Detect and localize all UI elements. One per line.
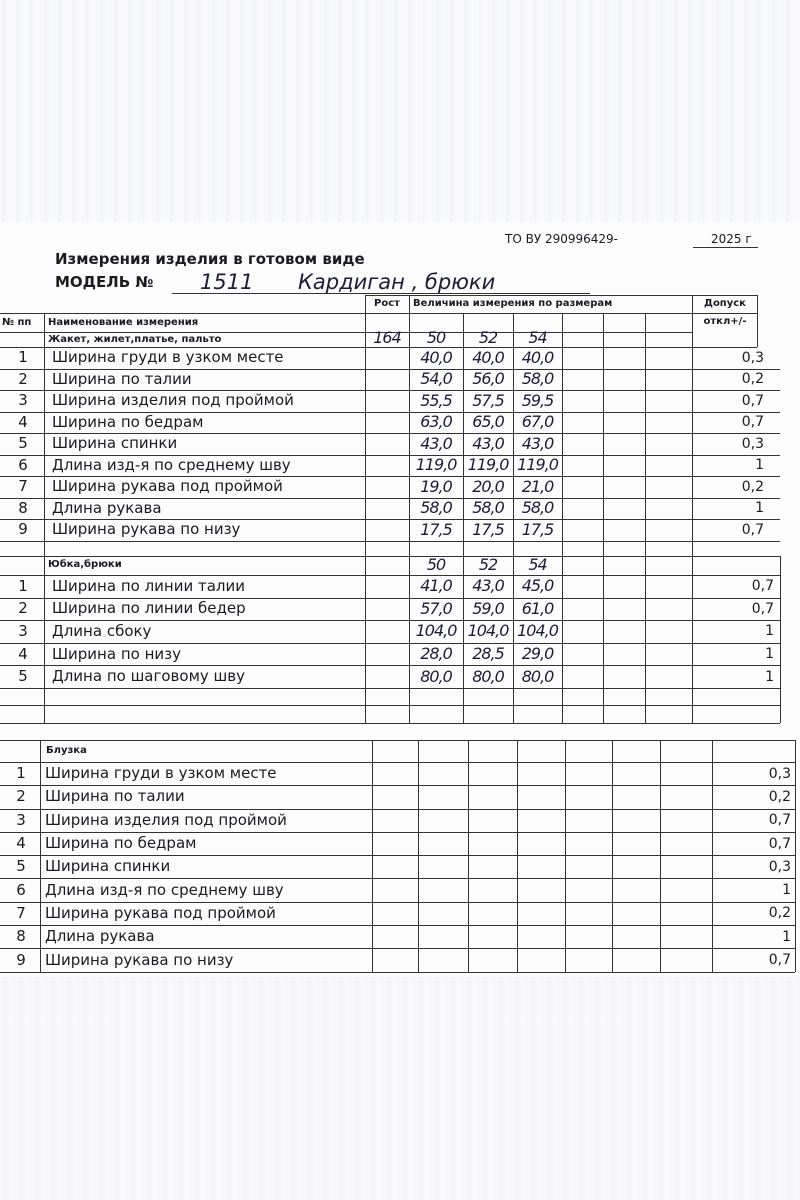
measurement-value: 43,0 — [472, 576, 504, 596]
row-number: 3 — [18, 621, 28, 640]
tolerance-value: 0,7 — [751, 578, 774, 595]
row-number: 4 — [18, 412, 28, 431]
table-line — [795, 740, 796, 972]
measurement-value: 59,5 — [521, 390, 554, 410]
row-number: 7 — [16, 903, 26, 922]
tolerance-value: 0,3 — [741, 349, 764, 366]
tolerance-value: 1 — [765, 646, 774, 663]
table-line — [365, 295, 366, 723]
row-number: 2 — [18, 599, 28, 618]
table-line — [692, 295, 693, 723]
measurement-name: Ширина рукава по низу — [45, 950, 234, 969]
tolerance-value: 0,2 — [741, 478, 764, 495]
measurement-value: 104,0 — [467, 621, 509, 641]
row-number: 1 — [18, 576, 28, 595]
table-line — [0, 972, 795, 973]
row-number: 3 — [18, 391, 28, 410]
table-line — [40, 740, 41, 972]
table-line — [780, 556, 781, 723]
row-number: 5 — [16, 857, 26, 876]
measurement-value: 17,5 — [521, 519, 554, 539]
table-line — [660, 740, 661, 972]
row-number: 6 — [16, 880, 26, 899]
measurement-name: Ширина груди в узком месте — [45, 764, 277, 783]
table-line — [0, 705, 780, 706]
measurement-name: Ширина по линии талии — [52, 576, 246, 595]
column-header-sizes: Величина измерения по размерам — [413, 298, 613, 309]
row-number: 7 — [18, 477, 28, 496]
measurement-name: Ширина по бедрам — [52, 412, 204, 431]
measurement-value: 54,0 — [420, 369, 452, 389]
measurement-name: Длина рукава — [45, 927, 155, 946]
tolerance-value: 0,7 — [741, 392, 764, 409]
tolerance-value: 1 — [755, 500, 764, 517]
measurement-name: Ширина по талии — [45, 787, 185, 806]
tolerance-value: 1 — [782, 882, 791, 899]
row-number: 9 — [18, 520, 28, 539]
tolerance-value: 0,7 — [741, 521, 764, 538]
table-line — [562, 313, 563, 723]
table-line — [645, 313, 646, 723]
measurement-value: 17,5 — [420, 519, 452, 539]
row-number: 1 — [18, 348, 28, 367]
measurement-value: 59,0 — [472, 598, 504, 618]
size-header: 54 — [528, 555, 547, 574]
section-title-jacket: Жакет, жилет,платье, пальто — [48, 334, 222, 345]
tolerance-value: 0,7 — [768, 835, 791, 852]
measurement-name: Длина изд-я по среднему шву — [52, 455, 291, 474]
model-number: 1511 — [200, 270, 254, 294]
measurement-value: 67,0 — [521, 412, 554, 432]
tolerance-value: 1 — [782, 928, 791, 945]
photo-background-top — [0, 0, 800, 222]
measurement-value: 58,0 — [521, 498, 554, 518]
tolerance-value: 1 — [755, 457, 764, 474]
measurement-value: 65,0 — [472, 412, 504, 432]
measurement-name: Ширина по бедрам — [45, 834, 197, 853]
measurement-value: 56,0 — [472, 369, 504, 389]
measurement-name: Длина рукава — [52, 498, 162, 517]
column-header-tolerance: Допуск — [704, 298, 746, 309]
measurement-value: 58,0 — [420, 498, 452, 518]
tolerance-value: 0,3 — [768, 858, 791, 875]
row-number: 1 — [16, 764, 26, 783]
measurement-name: Ширина груди в узком месте — [52, 348, 284, 367]
measurement-name: Ширина рукава по низу — [52, 520, 241, 539]
measurement-name: Ширина спинки — [45, 857, 171, 876]
measurement-value: 40,0 — [420, 347, 452, 367]
table-line — [0, 688, 780, 689]
tolerance-value: 1 — [765, 623, 774, 640]
row-number: 5 — [18, 667, 28, 686]
size-header: 50 — [426, 328, 446, 347]
measurement-value: 80,0 — [420, 666, 452, 686]
measurement-value: 119,0 — [517, 455, 558, 475]
row-number: 8 — [18, 498, 28, 517]
measurement-value: 43,0 — [472, 433, 504, 453]
row-number: 4 — [18, 644, 28, 663]
table-line — [0, 541, 780, 542]
tolerance-value: 0,3 — [768, 765, 791, 782]
table-line — [517, 740, 518, 972]
size-header: 54 — [528, 328, 547, 347]
table-line — [612, 740, 613, 972]
measurement-value: 58,0 — [521, 369, 554, 389]
measurement-value: 21,0 — [521, 476, 554, 496]
measurement-value: 104,0 — [517, 621, 558, 641]
height-value: 164 — [373, 328, 401, 347]
row-number: 4 — [16, 834, 26, 853]
table-line — [0, 740, 372, 741]
measurement-name: Ширина по линии бедер — [52, 599, 246, 618]
measurement-value: 45,0 — [521, 576, 554, 596]
measurement-value: 40,0 — [521, 347, 554, 367]
table-line — [0, 723, 780, 724]
measurement-name: Длина сбоку — [52, 621, 152, 640]
measurement-value: 63,0 — [420, 412, 452, 432]
section-title-blouse: Блузка — [46, 745, 87, 756]
table-line — [603, 313, 604, 723]
measurement-name: Ширина рукава под проймой — [45, 903, 276, 922]
tolerance-value: 0,7 — [768, 812, 791, 829]
row-number: 9 — [16, 950, 26, 969]
tolerance-value: 0,7 — [751, 600, 774, 617]
column-header-num: № пп — [2, 317, 32, 328]
measurement-value: 28,5 — [472, 644, 504, 664]
row-number: 8 — [16, 927, 26, 946]
row-number: 3 — [16, 810, 26, 829]
tolerance-value: 0,2 — [768, 905, 791, 922]
column-header-name: Наименование измерения — [48, 317, 199, 328]
measurement-name: Ширина рукава под проймой — [52, 477, 283, 496]
measurement-value: 43,0 — [420, 433, 452, 453]
measurement-value: 41,0 — [420, 576, 452, 596]
measurement-value: 61,0 — [521, 598, 554, 618]
tolerance-value: 1 — [765, 668, 774, 685]
table-line — [44, 313, 45, 723]
tolerance-value: 0,3 — [741, 435, 764, 452]
row-number: 6 — [18, 455, 28, 474]
row-number: 2 — [18, 369, 28, 388]
section-title-skirt: Юбка,брюки — [48, 559, 122, 570]
tolerance-value: 0,2 — [768, 788, 791, 805]
measurement-value: 20,0 — [472, 476, 504, 496]
measurement-value: 119,0 — [415, 455, 457, 475]
doc-year: 2025 г — [693, 232, 758, 248]
tolerance-value: 0,2 — [741, 371, 764, 388]
doc-number: ТО ВУ 290996429- — [505, 232, 618, 246]
measurement-name: Ширина изделия под проймой — [52, 391, 294, 410]
table-line — [418, 740, 419, 972]
measurement-name: Длина по шаговому шву — [52, 667, 245, 686]
measurement-value: 57,0 — [420, 598, 452, 618]
measurement-value: 80,0 — [472, 666, 504, 686]
row-number: 2 — [16, 787, 26, 806]
measurement-value: 43,0 — [521, 433, 554, 453]
measurement-value: 58,0 — [472, 498, 504, 518]
measurement-value: 29,0 — [521, 644, 554, 664]
measurement-name: Длина изд-я по среднему шву — [45, 880, 284, 899]
measurement-value: 57,5 — [472, 390, 504, 410]
photo-background-bottom — [0, 977, 800, 1200]
measurement-value: 80,0 — [521, 666, 554, 686]
measurement-name: Ширина изделия под проймой — [45, 810, 287, 829]
measurement-name: Ширина по низу — [52, 644, 181, 663]
table-line — [372, 740, 795, 741]
model-label: МОДЕЛЬ № — [55, 273, 154, 291]
measurement-value: 28,0 — [420, 644, 452, 664]
size-header: 52 — [478, 328, 498, 347]
page-title: Измерения изделия в готовом виде — [55, 250, 365, 268]
measurement-value: 119,0 — [467, 455, 509, 475]
table-line — [712, 740, 713, 972]
table-line — [757, 295, 758, 347]
model-name: Кардиган , брюки — [298, 270, 496, 294]
column-header-tolerance-sub: откл+/- — [703, 316, 747, 327]
table-line — [372, 740, 373, 972]
size-header: 52 — [478, 555, 498, 574]
measurement-name: Ширина по талии — [52, 369, 192, 388]
measurement-name: Ширина спинки — [52, 434, 178, 453]
row-number: 5 — [18, 434, 28, 453]
size-header: 50 — [426, 555, 446, 574]
measurement-value: 55,5 — [420, 390, 452, 410]
column-header-height: Рост — [374, 298, 400, 309]
table-line — [565, 740, 566, 972]
measurement-value: 17,5 — [472, 519, 504, 539]
tolerance-value: 0,7 — [741, 414, 764, 431]
measurement-value: 19,0 — [420, 476, 452, 496]
measurement-value: 104,0 — [415, 621, 457, 641]
measurement-value: 40,0 — [472, 347, 504, 367]
tolerance-value: 0,7 — [768, 952, 791, 969]
table-line — [468, 740, 469, 972]
